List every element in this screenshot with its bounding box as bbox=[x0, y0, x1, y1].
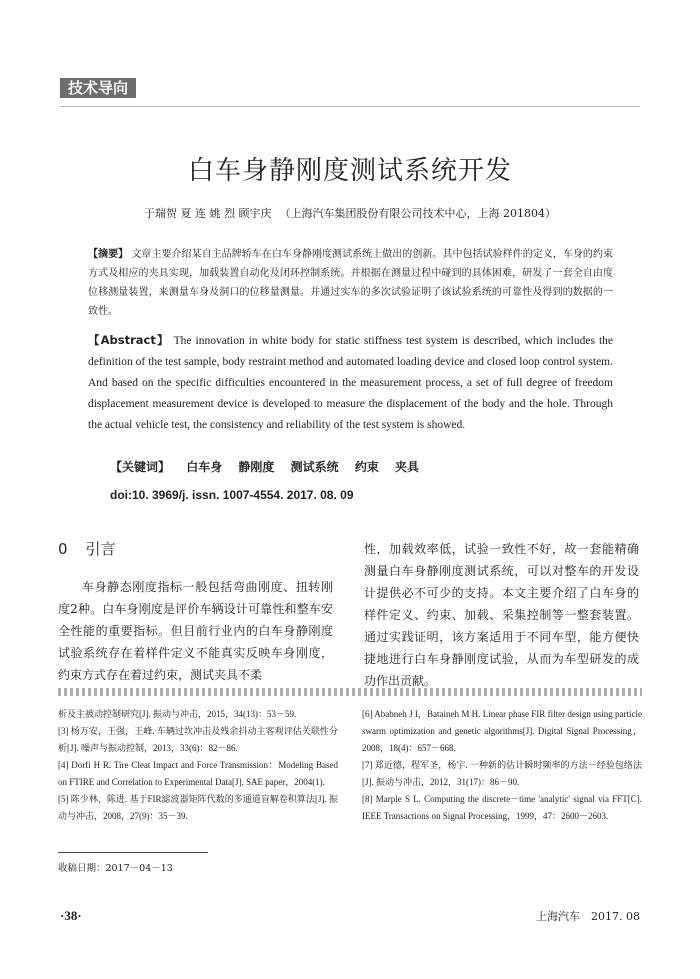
reference-item: [5] 陈少林，陈进. 基于FIR滤波器矩阵代数的多通道盲解卷积算法[J]. 振动与冲击，2008，27(9)：35－39. bbox=[58, 794, 338, 821]
abstract-cn-text: 文章主要介绍某自主品牌轿车在白车身静刚度测试系统上做出的创新。其中包括试验样件的定义，车身的约束方式及相应的夹具实现，加载装置自动化及闭环控制系统。并根据在测量过程中碰到的具体困难，研发了一套全自由度位移测量装置，来测量车身及洞口的位移量测量。并通过实车的多次试验证明了该试验系统的可靠性及得到的数据的一致性。 bbox=[88, 249, 613, 317]
abstract-en bbox=[88, 330, 613, 436]
reference-item: [7] 郑近德，程军圣，杨宇. 一种新的估计瞬时频率的方法－经验包络法[J]. 振动与冲击，2012，31(17)：86－90. bbox=[362, 760, 642, 787]
abstract-en-label: 【Abstract】 bbox=[88, 333, 170, 347]
reference-item: 析及主被动控制研究[J]. 振动与冲击，2015，34(13)：53－59. bbox=[58, 709, 297, 719]
reference-item: [4] Dorfi H R. Tire Cleat Impact and Force Transmission：Modeling Based on FTIRE and Correlation to Experimental Data[J]. SAE paper，2004(1). bbox=[58, 760, 338, 787]
journal-name: 上海汽车 2017. 08 bbox=[536, 910, 640, 923]
received-date: 收稿日期：2017－04－13 bbox=[58, 863, 173, 874]
body-column-left bbox=[58, 538, 333, 686]
intro-paragraph-left: 车身静态刚度指标一般包括弯曲刚度、扭转刚度2种。白车身刚度是评价车辆设计可靠性和整车安全性能的重要指标。但目前行业内的白车身静刚度试验系统存在着样件定义不能真实反映车身刚度，约束方式存在着过约束，测试夹具不柔 bbox=[58, 580, 333, 682]
keyword: 夹具 bbox=[395, 460, 420, 474]
section-number: 0 bbox=[58, 540, 68, 558]
authors: 于瑞贺 夏 连 姚 烈 顾宇庆 bbox=[144, 207, 272, 220]
reference-item: [6] Ababneh J I，Bataineh M H. Linear phase FIR filter design using particle swarm optimization and genetic algorithms[J]. Digital Signal Processing，2008，18(4)：657－668. bbox=[362, 709, 642, 753]
page-number: ·38· bbox=[60, 908, 82, 923]
doi: doi:10. 3969/j. issn. 1007-4554. 2017. 08. 09 bbox=[110, 488, 354, 502]
keywords bbox=[110, 458, 419, 475]
reference-item: [8] Marple S L. Computing the discrete－time 'analytic' signal via FFT[C]. IEEE Transactions on Signal Processing，1999，47：2600－2603. bbox=[362, 794, 642, 821]
abstract-cn-label: 【摘要】 bbox=[88, 249, 129, 260]
affiliation: （上海汽车集团股份有限公司技术中心，上海 201804） bbox=[279, 207, 556, 220]
author-line bbox=[0, 205, 700, 221]
header-rule bbox=[60, 106, 640, 107]
references-left bbox=[58, 706, 338, 825]
body-column-right bbox=[364, 538, 639, 692]
keyword: 静刚度 bbox=[238, 460, 275, 474]
article-title: 白车身静刚度测试系统开发 bbox=[187, 156, 512, 186]
section-heading bbox=[58, 538, 333, 560]
keyword: 白车身 bbox=[186, 460, 223, 474]
wavy-divider bbox=[58, 688, 642, 696]
keyword: 测试系统 bbox=[290, 460, 339, 474]
keywords-label: 【关键词】 bbox=[110, 460, 171, 474]
keyword: 约束 bbox=[354, 460, 379, 474]
abstract-en-text: The innovation in white body for static stiffness test system is described, which includes the definition of the test sample, body restraint method and automated loading device and closed loop control system. And based on the specific difficulties encountered in the measurement process, a set of full degree of freedom displacement measurement device is developed to measure the displacement of the body and the hole. Through the actual vehicle test, the consistency and reliability of the test system is showed. bbox=[88, 335, 614, 431]
reference-item: [3] 杨万安，王强，王峰. 车辆过坎冲击及残余抖动主客观评估关联性分析[J]. 噪声与振动控制，2013，33(6)：82－86. bbox=[58, 726, 338, 753]
intro-paragraph-right: 性，加载效率低，试验一致性不好，故一套能精确测量白车身静刚度测试系统，可以对整车的开发设计提供必不可少的支持。本文主要介绍了白车身的样件定义、约束、加载、采集控制等一整套装置。通过实践证明，该方案适用于不同车型，能方便快捷地进行白车身静刚度试验，从而为车型研发的成功作出贡献。 bbox=[364, 542, 639, 688]
references-right bbox=[362, 706, 642, 825]
abstract-cn bbox=[88, 245, 613, 321]
section-title: 引言 bbox=[85, 540, 116, 558]
section-tag: 技术导向 bbox=[60, 78, 136, 98]
footnote-rule bbox=[58, 852, 208, 853]
